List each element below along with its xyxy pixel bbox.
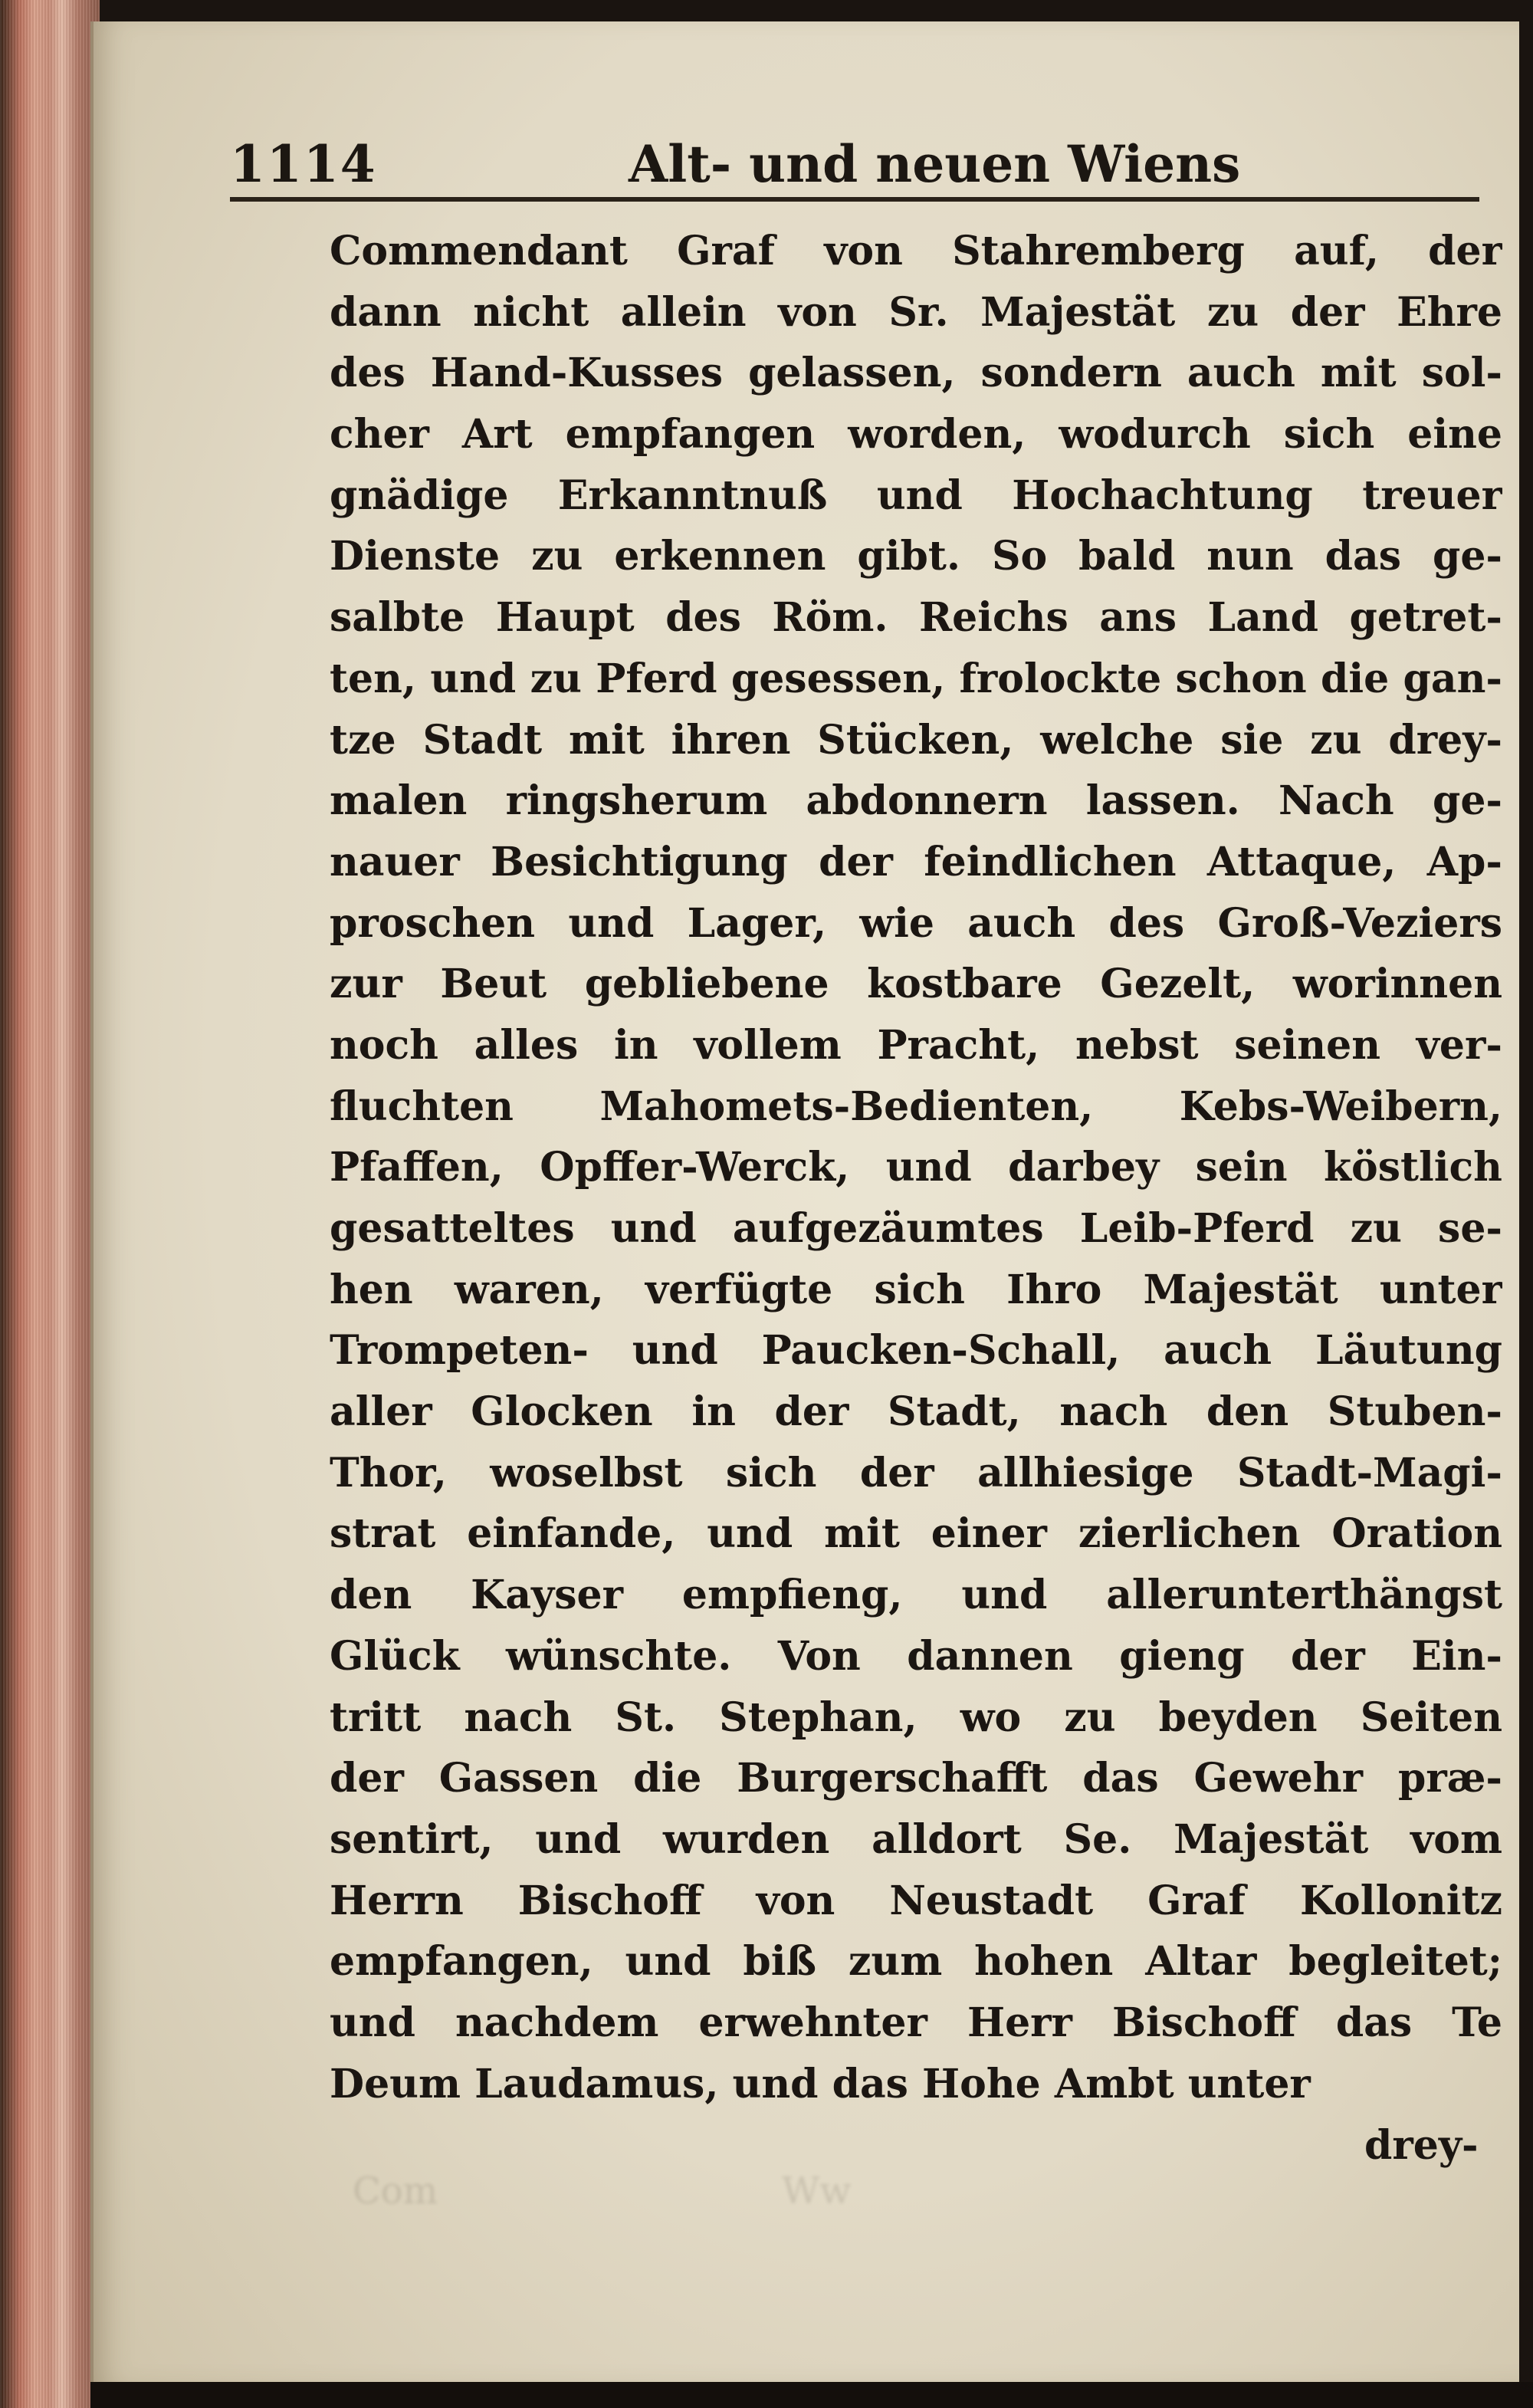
text-line: hen waren, verfügte sich Ihro Majestät unter [330,1266,1502,1313]
text-line: Herrn Bischoff von Neustadt Graf Kollonitz [330,1877,1502,1924]
show-through-right: Ww [782,2170,852,2213]
running-title: Alt- und neuen Wiens [629,134,1241,194]
text-line: gnädige Erkanntnuß und Hochachtung treuer [330,471,1502,519]
page-number: 1114 [230,134,377,194]
text-line: Dienste zu erkennen gibt. So bald nun das ge- [330,533,1502,580]
text-line: Commendant Graf von Stahremberg auf, der [330,228,1502,274]
show-through-left: Com [353,2170,438,2213]
text-line: salbte Haupt des Röm. Reichs ans Land getret- [330,594,1502,642]
text-line: tze Stadt mit ihren Stücken, welche sie zu drey- [330,716,1502,764]
text-line: der Gassen die Burgerschafft das Gewehr præ- [330,1755,1502,1802]
text-line: zur Beut gebliebene kostbare Gezelt, worinnen [330,961,1502,1008]
text-line: aller Glocken in der Stadt, nach den Stuben- [330,1388,1502,1436]
text-line: Glück wünschte. Von dannen gieng der Ein- [330,1632,1502,1680]
text-line: Pfaffen, Opffer-Werck, und darbey sein köstlich [330,1144,1502,1191]
page-header [230,134,1479,203]
text-line: Thor, woselbst sich der allhiesige Stadt-Magi- [330,1449,1502,1496]
text-line: fluchten Mahomets-Bedienten, Kebs-Weibern, [330,1082,1502,1130]
text-line: Deum Laudamus, und das Hohe Ambt unter [330,2060,1311,2107]
text-line: und nachdem erwehnter Herr Bischoff das Te [330,1999,1502,2046]
text-line: nauer Besichtigung der feindlichen Attaque, Ap- [330,838,1502,885]
text-line: strat einfande, und mit einer zierlichen Oration [330,1510,1502,1558]
text-line: cher Art empfangen worden, wodurch sich eine [330,411,1502,458]
text-line: sentirt, und wurden alldort Se. Majestät vom [330,1815,1502,1863]
text-line: dann nicht allein von Sr. Majestät zu der Ehre [330,288,1502,336]
text-line: ten, und zu Pferd gesessen, frolockte schon die gan- [330,655,1502,702]
catchword: drey- [1364,2122,1479,2169]
header-rule [230,197,1479,202]
text-line: Trompeten- und Paucken-Schall, auch Läutung [330,1327,1502,1375]
text-line: gesatteltes und aufgezäumtes Leib-Pferd zu se- [330,1205,1502,1252]
text-line: noch alles in vollem Pracht, nebst seinen ver- [330,1021,1502,1069]
text-line: proschen und Lager, wie auch des Groß-Veziers [330,899,1502,947]
text-line: empfangen, und biß zum hohen Altar begleitet; [330,1938,1502,1986]
show-through-text [353,2170,1349,2231]
bottom-shadow [90,2382,1533,2408]
text-line: des Hand-Kusses gelassen, sondern auch mit sol- [330,350,1502,397]
text-line: malen ringsherum abdonnern lassen. Nach ge- [330,777,1502,825]
text-line: den Kayser empfieng, und allerunterthängst [330,1572,1502,1619]
book-fore-edge [0,0,100,2408]
body-text [330,221,1502,2114]
text-line: tritt nach St. Stephan, wo zu beyden Seiten [330,1693,1502,1741]
